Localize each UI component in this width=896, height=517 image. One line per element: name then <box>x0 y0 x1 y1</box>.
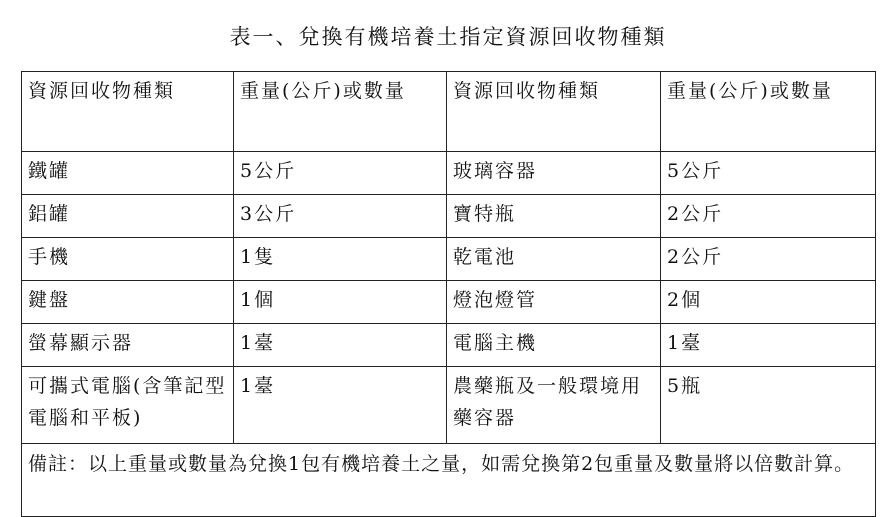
item-name-cell: 鍵盤 <box>22 281 234 324</box>
item-name-cell: 電腦主機 <box>447 324 661 367</box>
table-row <box>22 367 876 444</box>
header-cell: 資源回收物種類 <box>22 72 234 152</box>
header-cell: 資源回收物種類 <box>447 72 661 152</box>
header-cell: 重量(公斤)或數量 <box>661 72 876 152</box>
item-name-cell: 可攜式電腦(含筆記型電腦和平板) <box>22 367 234 444</box>
quantity-cell: 2公斤 <box>661 238 876 281</box>
quantity-cell: 1臺 <box>234 324 447 367</box>
item-name-cell: 燈泡燈管 <box>447 281 661 324</box>
table-row <box>22 281 876 324</box>
header-cell: 重量(公斤)或數量 <box>234 72 447 152</box>
quantity-cell: 1臺 <box>661 324 876 367</box>
recyclables-table <box>21 71 876 517</box>
item-name-cell: 手機 <box>22 238 234 281</box>
table-row <box>22 238 876 281</box>
quantity-cell: 2個 <box>661 281 876 324</box>
quantity-cell: 2公斤 <box>661 195 876 238</box>
item-name-cell: 寶特瓶 <box>447 195 661 238</box>
item-name-cell: 鐵罐 <box>22 152 234 195</box>
quantity-cell: 5公斤 <box>234 152 447 195</box>
quantity-cell: 1臺 <box>234 367 447 444</box>
item-name-cell: 玻璃容器 <box>447 152 661 195</box>
quantity-cell: 1隻 <box>234 238 447 281</box>
item-name-cell: 乾電池 <box>447 238 661 281</box>
document-title: 表一、兌換有機培養土指定資源回收物種類 <box>229 25 667 49</box>
quantity-cell: 5瓶 <box>661 367 876 444</box>
item-name-cell: 鋁罐 <box>22 195 234 238</box>
quantity-cell: 1個 <box>234 281 447 324</box>
quantity-cell: 5公斤 <box>661 152 876 195</box>
item-name-cell: 螢幕顯示器 <box>22 324 234 367</box>
item-name-cell: 農藥瓶及一般環境用藥容器 <box>447 367 661 444</box>
table-header-row <box>22 72 876 152</box>
table-note-row <box>22 444 876 517</box>
table-row <box>22 324 876 367</box>
table-note: 備註：以上重量或數量為兌換1包有機培養土之量，如需兌換第2包重量及數量將以倍數計算。 <box>22 444 876 517</box>
table-row <box>22 195 876 238</box>
table-row <box>22 152 876 195</box>
quantity-cell: 3公斤 <box>234 195 447 238</box>
